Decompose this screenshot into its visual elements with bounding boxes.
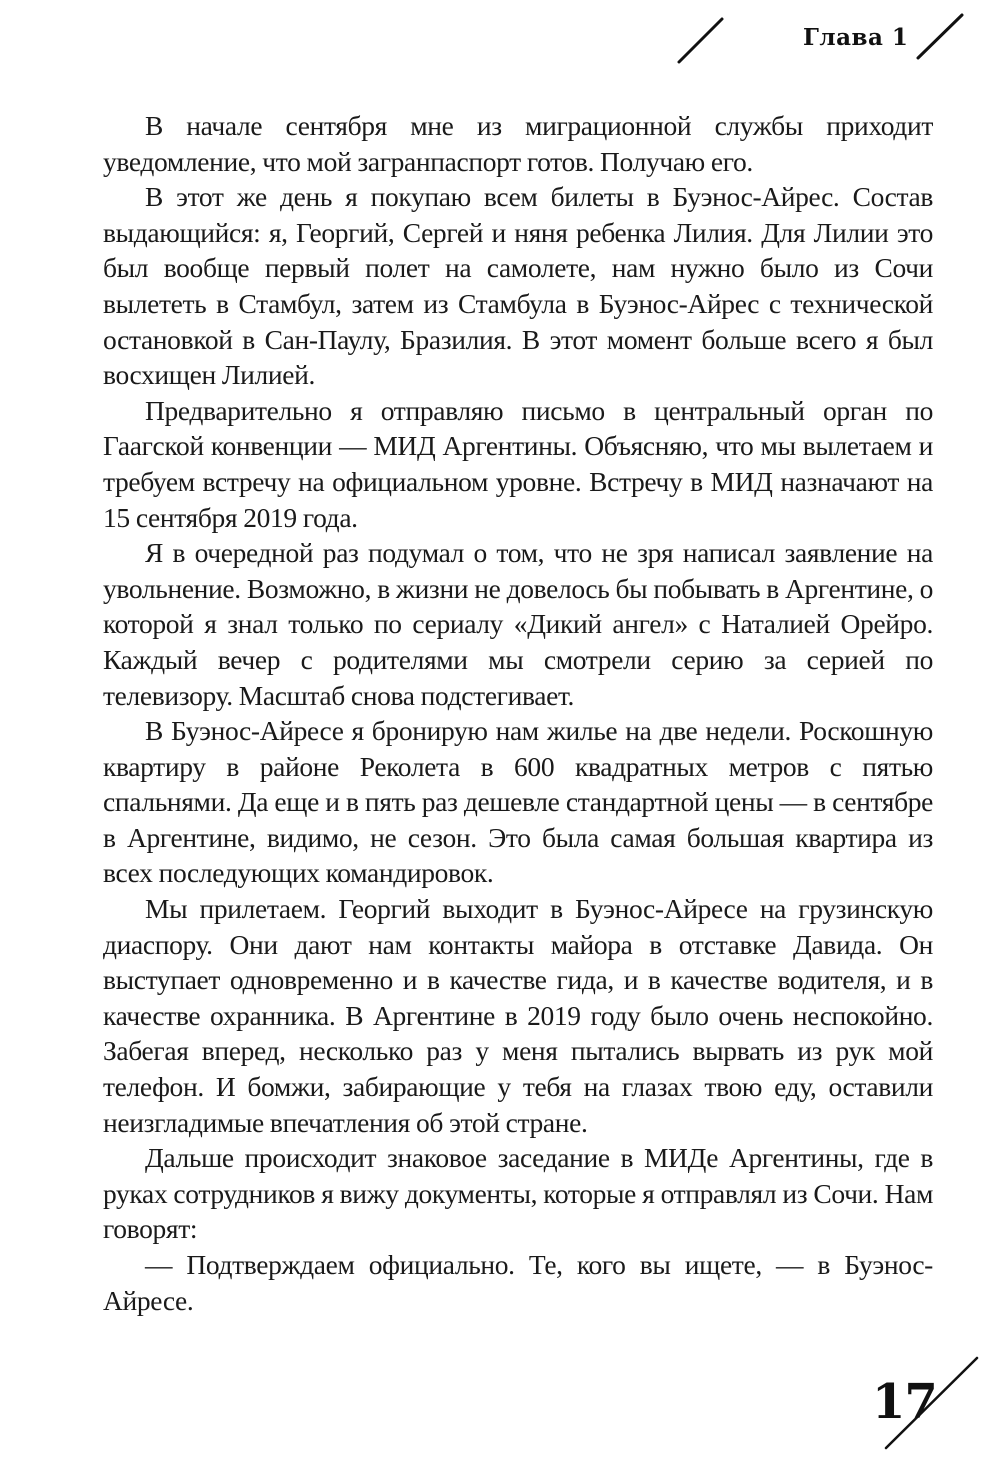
paragraph: Предварительно я отправляю письмо в центральный орган по Гаагской конвенции — МИД Аргентины. Объясняю, что мы вылетаем и требуем встречу на официальном уровне. Встречу в МИД назначают на 15 сентября 2019 года. bbox=[103, 394, 933, 533]
paragraph: Я в очередной раз подумал о том, что не зря написал заявление на увольнение. Возможно, в жизни не довелось бы побывать в Аргентине, о которой я знал только по сериалу «Дикий ангел» с Наталией Орейро. Каждый вечер с родителями мы смотрели серию за серией по телевизору. Масштаб снова подстегивает. bbox=[103, 537, 933, 711]
dialogue-paragraph: — Подтверждаем официально. Те, кого вы ищете, — в Буэнос-Айресе. bbox=[103, 1249, 933, 1316]
paragraph: В начале сентября мне из миграционной службы приходит уведомление, что мой загранпаспорт готов. Получаю его. bbox=[103, 110, 933, 177]
page-number: 17 bbox=[872, 1374, 937, 1430]
paragraph: Дальше происходит знаковое заседание в МИДе Аргентины, где в руках сотрудников я вижу документы, которые я отправлял из Сочи. Нам говорят: bbox=[103, 1142, 933, 1245]
paragraph: В Буэнос-Айресе я бронирую нам жилье на две недели. Роскошную квартиру в районе Реколета в 600 квадратных метров с пятью спальнями. Да еще и в пять раз дешевле стандартной цены — в сентябре в Аргентине, видимо, не сезон. Это была самая большая квартира из всех последующих командировок. bbox=[103, 715, 933, 889]
header-slash-right-icon bbox=[915, 12, 965, 62]
running-head-chapter: Глава 1 bbox=[803, 24, 909, 51]
page-number-slash-icon bbox=[882, 1354, 982, 1454]
paragraph: В этот же день я покупаю всем билеты в Буэнос-Айрес. Состав выдающийся: я, Георгий, Сергей и няня ребенка Лилия. Для Лилии это был вообще первый полет на самолете, нам нужно было из Сочи вылететь в Стамбул, затем из Стамбула в Буэнос-Айрес с технической остановкой в Сан-Паулу, Бразилия. В этот момент больше всего я был восхищен Лилией. bbox=[103, 181, 933, 391]
body-text bbox=[103, 108, 933, 1318]
header-slash-left-icon bbox=[676, 16, 726, 66]
paragraph: Мы прилетаем. Георгий выходит в Буэнос-Айресе на грузинскую диаспору. Они дают нам контакты майора в отставке Давида. Он выступает одновременно и в качестве гида, и в качестве водителя, и в качестве охранника. В Аргентине в 2019 году было очень неспокойно. Забегая вперед, несколько раз у меня пытались вырвать из рук мой телефон. И бомжи, забирающие у тебя на глазах твою еду, оставили неизгладимые впечатления об этой стране. bbox=[103, 893, 933, 1138]
